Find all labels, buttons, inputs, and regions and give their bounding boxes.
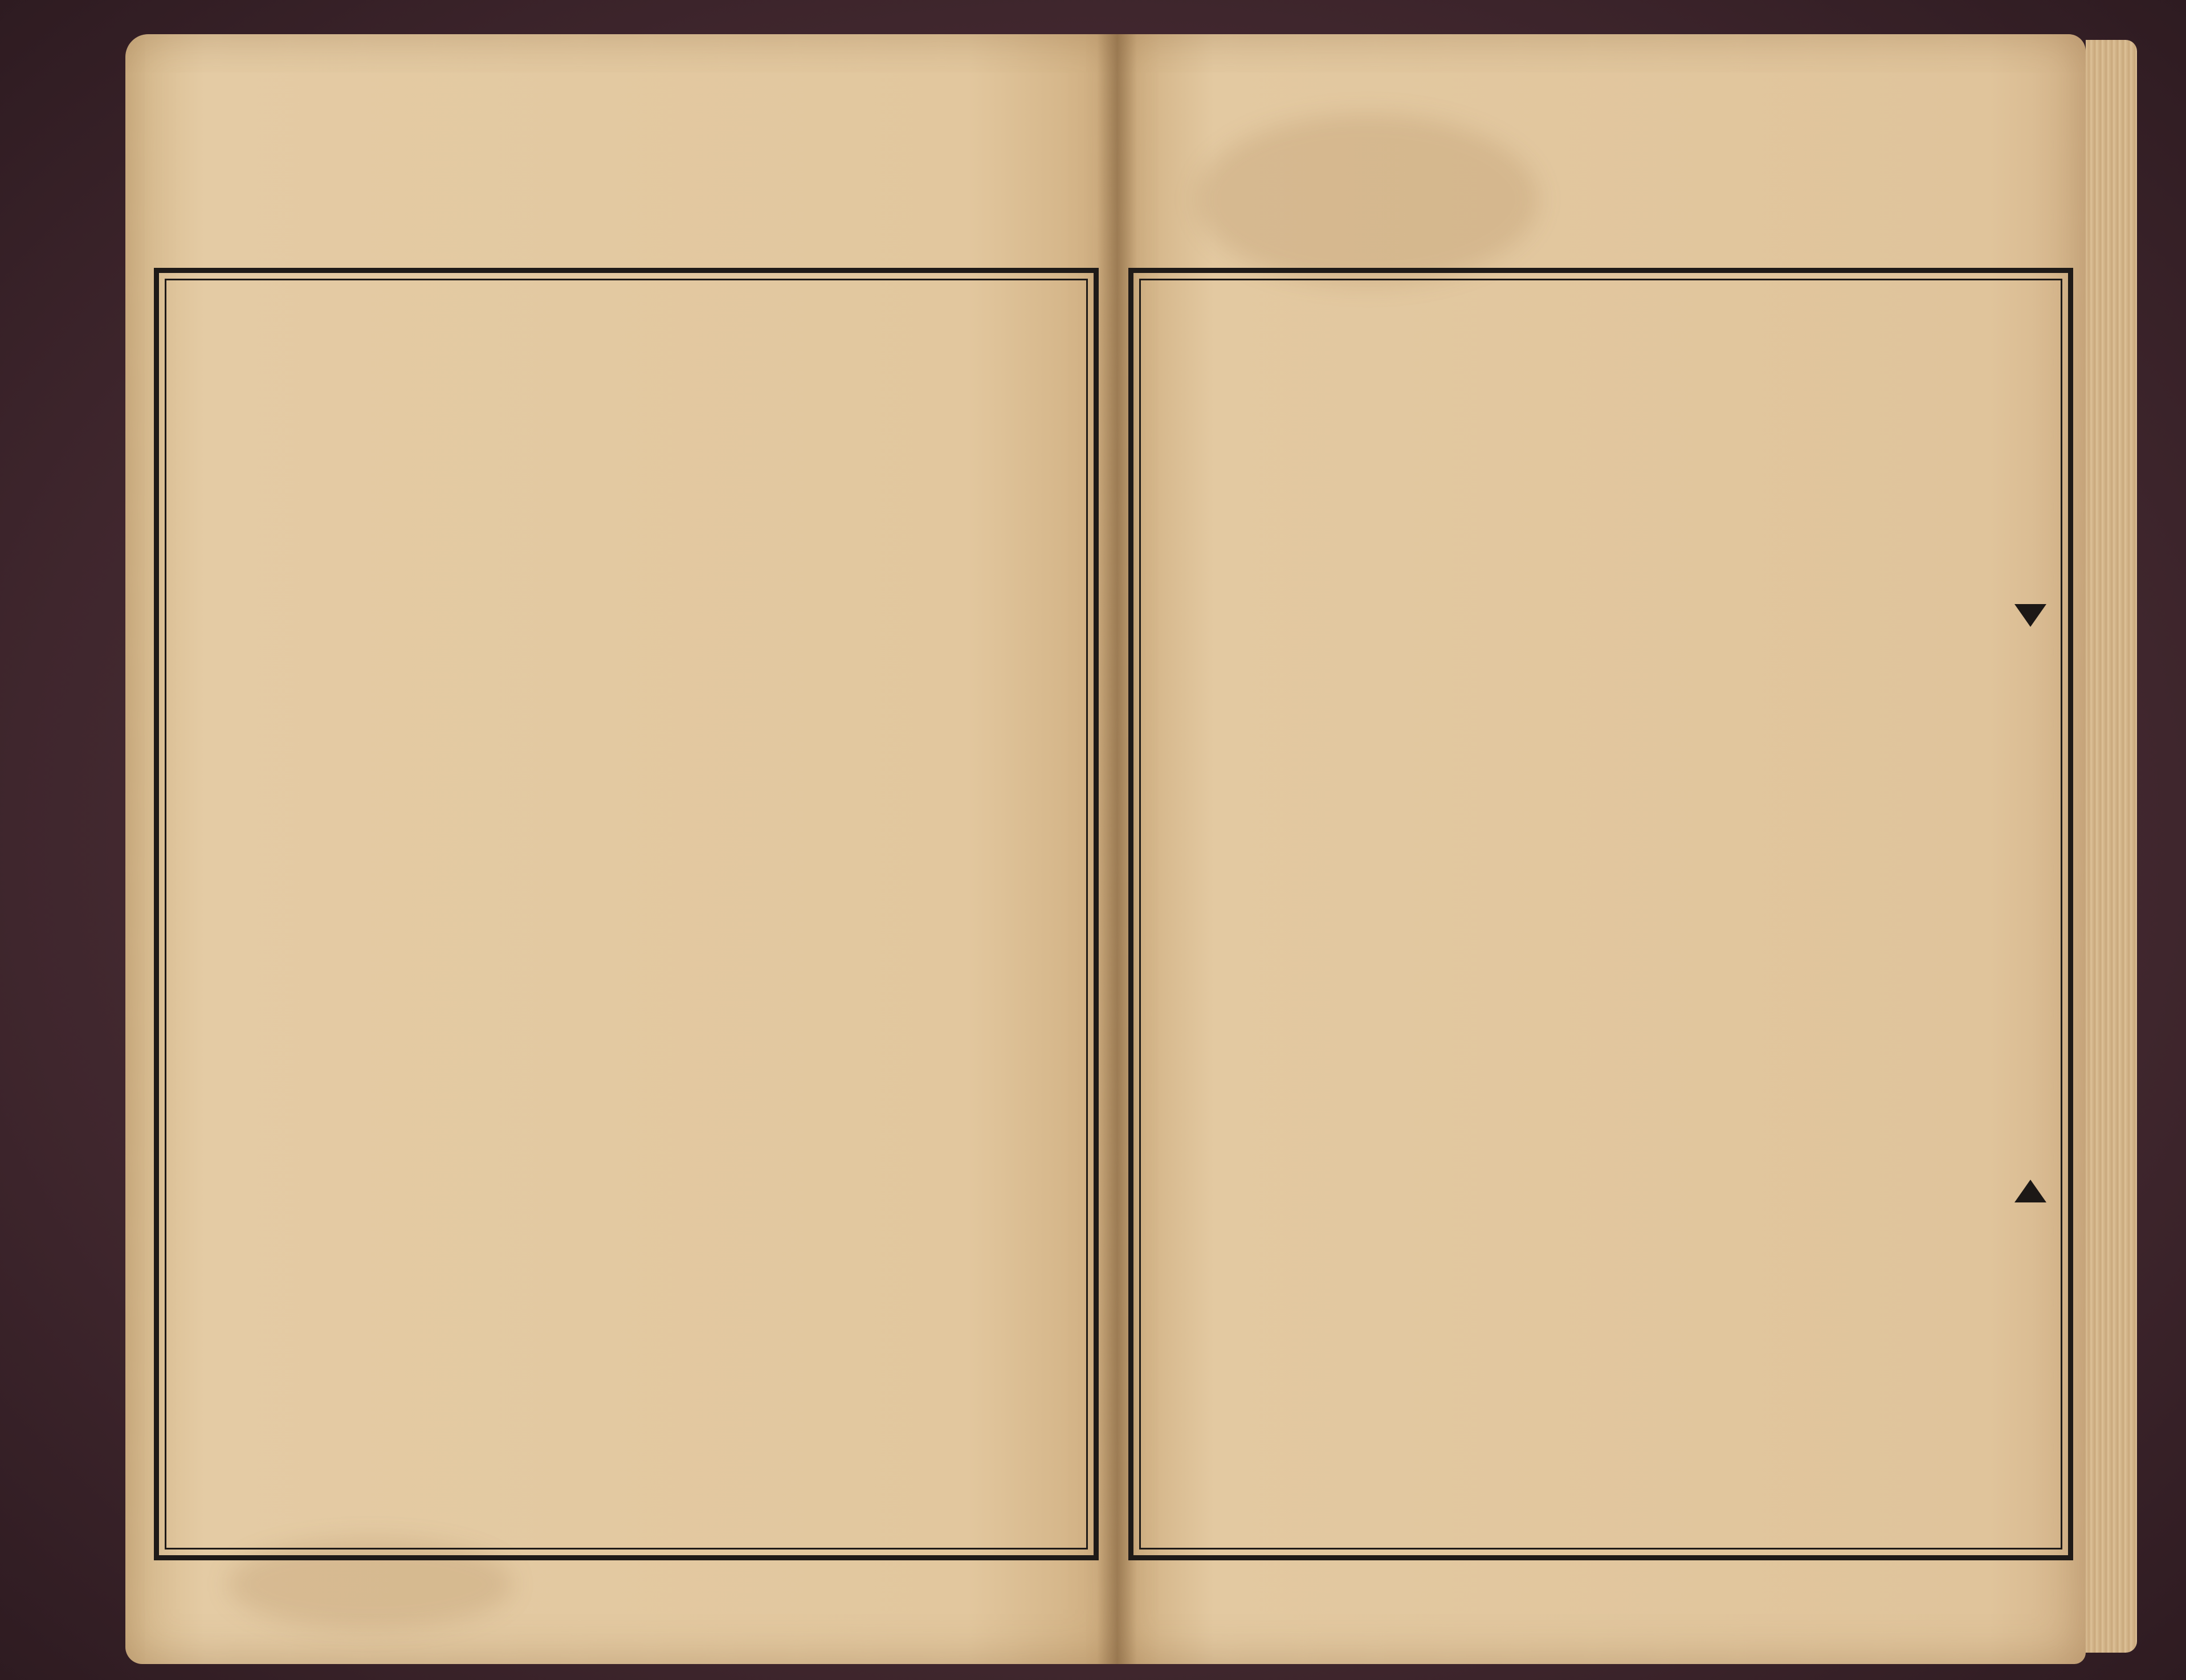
right-page-frame	[1128, 268, 2073, 1560]
fishtail-mark	[2014, 604, 2046, 627]
paper-stain	[1197, 114, 1539, 285]
left-page-frame	[154, 268, 1099, 1560]
fishtail-mark	[2014, 1180, 2046, 1202]
page-edge	[2086, 40, 2137, 1653]
